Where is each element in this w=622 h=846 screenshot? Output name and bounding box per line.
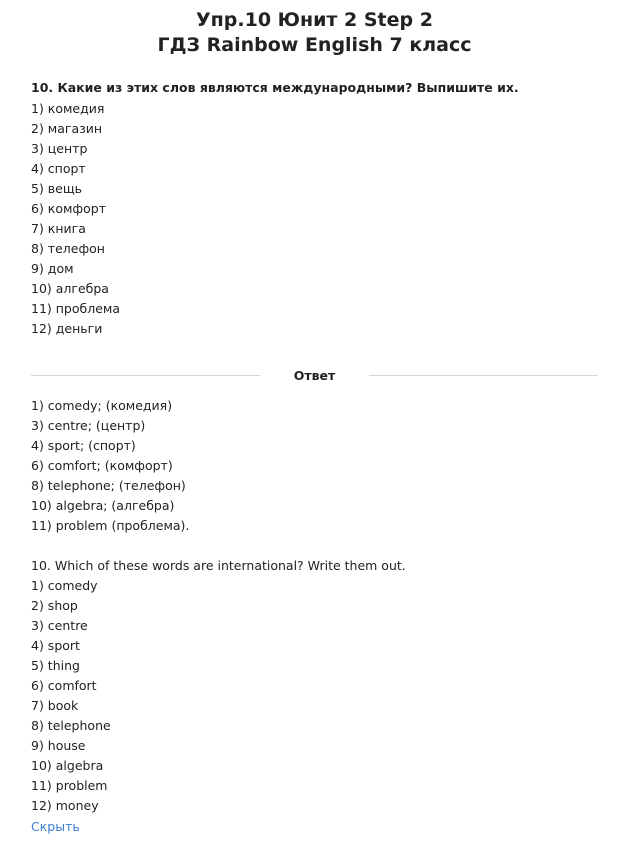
answer-item: 6) comfort; (комфорт) (31, 458, 173, 473)
list-item: 12) деньги (31, 321, 103, 336)
list-item: 5) thing (31, 658, 80, 673)
list-item: 5) вещь (31, 181, 83, 196)
list-item: 7) book (31, 698, 79, 713)
list-item: 12) money (31, 798, 99, 813)
list-item: 2) магазин (31, 121, 103, 136)
list-item: 7) книга (31, 221, 86, 236)
title-line-2: ГДЗ Rainbow English 7 класс (157, 34, 472, 56)
divider-line-left (31, 375, 260, 376)
list-item: 9) house (31, 738, 86, 753)
answer-list (31, 396, 598, 536)
answer-item: 3) centre; (центр) (31, 418, 146, 433)
title-line-1: Упр.10 Юнит 2 Step 2 (196, 9, 433, 31)
list-item: 8) telephone (31, 718, 111, 733)
list-item: 6) комфорт (31, 201, 106, 216)
answer-item: 1) comedy; (комедия) (31, 398, 173, 413)
list-item: 3) centre (31, 618, 88, 633)
list-item: 1) comedy (31, 578, 98, 593)
answer-item: 4) sport; (спорт) (31, 438, 136, 453)
list-item: 1) комедия (31, 101, 105, 116)
answer-divider (31, 365, 598, 385)
list-item: 11) проблема (31, 301, 120, 316)
task-question: 10. Какие из этих слов являются международными? Выпишите их. (31, 80, 519, 95)
list-item: 11) problem (31, 778, 108, 793)
task-word-list (31, 99, 598, 339)
answer-item: 8) telephone; (телефон) (31, 478, 186, 493)
answer-item: 11) problem (проблема). (31, 518, 190, 533)
list-item: 6) comfort (31, 678, 97, 693)
list-item: 3) центр (31, 141, 88, 156)
list-item: 9) дом (31, 261, 74, 276)
hide-link[interactable]: Скрыть (31, 819, 80, 834)
translation-word-list (31, 576, 598, 816)
list-item: 2) shop (31, 598, 78, 613)
answer-item: 10) algebra; (алгебра) (31, 498, 175, 513)
answer-heading: Ответ (293, 367, 336, 383)
list-item: 4) спорт (31, 161, 86, 176)
list-item: 10) алгебра (31, 281, 109, 296)
list-item: 8) телефон (31, 241, 105, 256)
page-title (31, 8, 598, 58)
divider-line-right (369, 375, 598, 376)
list-item: 10) algebra (31, 758, 104, 773)
translation-question: 10. Which of these words are international? Write them out. (31, 558, 406, 573)
list-item: 4) sport (31, 638, 80, 653)
